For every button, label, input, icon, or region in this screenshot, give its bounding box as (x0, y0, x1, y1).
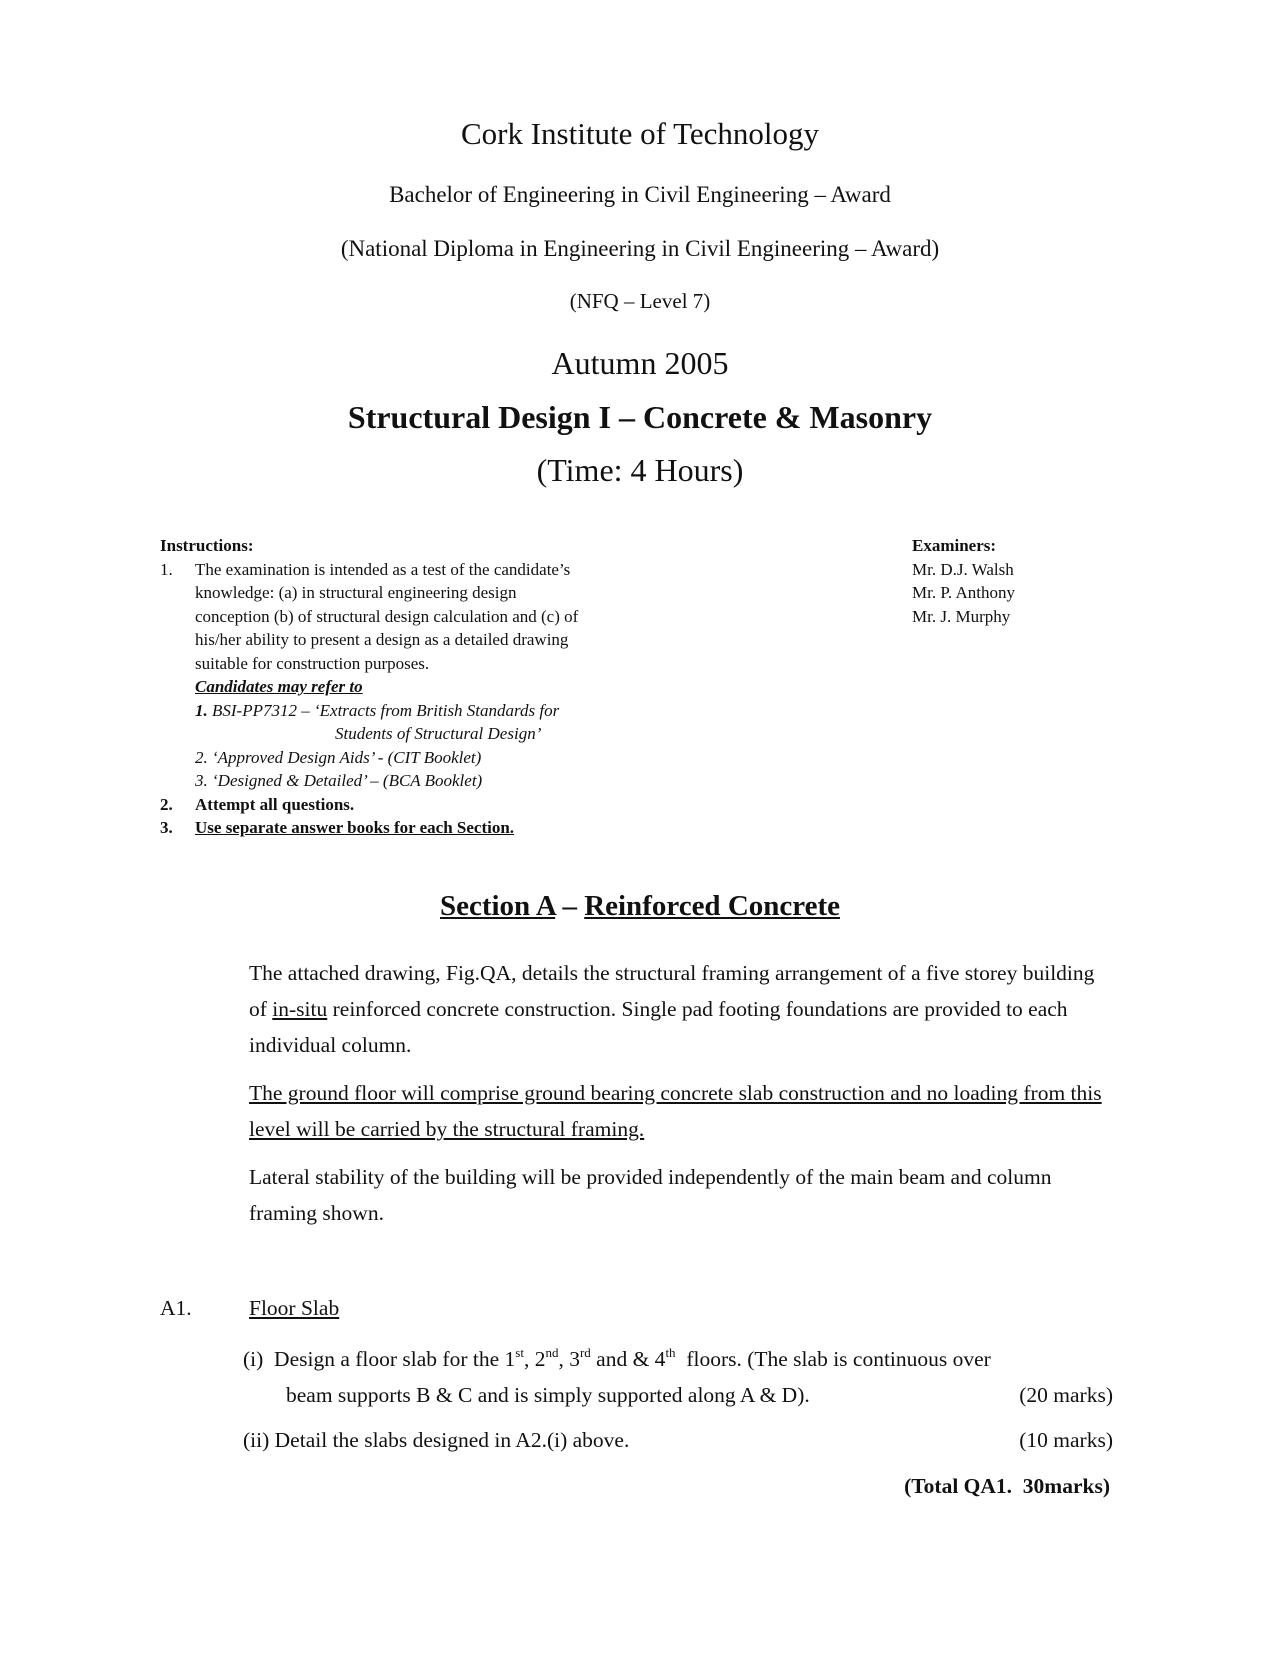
reference-number: 1. (195, 700, 208, 720)
part-text: floors. (The slab is continuous over (675, 1347, 991, 1371)
examiners-heading: Examiners: (912, 536, 997, 555)
exam-duration: (Time: 4 Hours) (536, 452, 744, 488)
examiner-name: Mr. D.J. Walsh (912, 559, 1014, 579)
part-label: (i) (243, 1347, 264, 1371)
instruction-number: 1. (160, 559, 173, 579)
section-title: Reinforced Concrete (584, 890, 841, 922)
examiner-name: Mr. P. Anthony (912, 583, 1015, 602)
question-number: A1. (160, 1296, 192, 1320)
instruction-line: his/her ability to present a design as a detailed drawing (195, 630, 569, 649)
marks-label: (10 marks) (1019, 1428, 1113, 1452)
question-part-i (243, 1341, 1113, 1413)
instruction-line: suitable for construction purposes. (195, 653, 430, 673)
reference-number: 2. (195, 747, 208, 767)
intro-text: reinforced concrete construction. Single pad footing foundations are provided to each individual column. (249, 997, 1068, 1057)
instruction-line: conception (b) of structural design calculation and (c) of (195, 606, 579, 626)
ordinal-suffix: st (515, 1345, 524, 1360)
instruction-number: 2. (160, 794, 173, 814)
question-total: (Total QA1. 30marks) (904, 1474, 1110, 1498)
reference-item (195, 746, 578, 770)
instruction-text: Attempt all questions. (195, 794, 355, 814)
instruction-line: knowledge: (a) in structural engineering design (195, 583, 517, 602)
examiner-name: Mr. J. Murphy (912, 606, 1011, 626)
section-heading (0, 890, 1280, 923)
marks-label: (20 marks) (1019, 1383, 1113, 1407)
part-text: , 2 (523, 1347, 546, 1371)
instruction-item (160, 793, 680, 817)
ordinal-suffix: nd (545, 1345, 559, 1360)
nfq-level: (NFQ – Level 7) (569, 289, 711, 313)
instruction-line: The examination is intended as a test of the candidate’s (195, 559, 571, 579)
intro-paragraph (249, 955, 1109, 1063)
in-situ-term: in-situ (272, 997, 328, 1021)
ordinal-suffix: rd (579, 1345, 591, 1360)
question-part-line (243, 1341, 1113, 1377)
ground-floor-note: The ground floor will comprise ground bearing concrete slab construction and no loading from this level will be carried by the structural framing. (249, 1081, 1102, 1141)
instructions-heading: Instructions: (160, 536, 254, 555)
section-label: Section A (439, 890, 556, 922)
part-text: and & 4 (590, 1347, 666, 1371)
part-text: beam supports B & C and is simply supported along A & D). (286, 1383, 810, 1407)
refer-heading: Candidates may refer to (195, 677, 363, 696)
examiners-block (912, 534, 1132, 628)
instruction-item (160, 816, 680, 840)
instruction-item (160, 558, 680, 793)
ordinal-suffix: th (665, 1345, 676, 1360)
part-text: Design a floor slab for the 1 (274, 1347, 516, 1371)
section-dash: – (555, 890, 585, 922)
reference-text: ‘Designed & Detailed’ – (BCA Booklet) (212, 771, 483, 790)
reference-number: 3. (195, 771, 208, 790)
reference-item (195, 699, 578, 723)
question-part-line (243, 1377, 1113, 1413)
question-part-line (243, 1422, 1113, 1458)
programme-title: Bachelor of Engineering in Civil Engineering – Award (389, 182, 891, 207)
instructions-block (160, 534, 680, 840)
instruction-text: Use separate answer books for each Section. (195, 818, 515, 837)
institution-title: Cork Institute of Technology (460, 116, 819, 151)
reference-continuation: Students of Structural Design’ (335, 724, 542, 743)
question-title: Floor Slab (249, 1296, 340, 1320)
instruction-number: 3. (160, 818, 173, 837)
reference-text: BSI-PP7312 – ‘Extracts from British Standards for (212, 700, 560, 720)
part-text: Detail the slabs designed in A2.(i) above. (274, 1428, 630, 1452)
exam-session: Autumn 2005 (551, 345, 729, 381)
question-part-ii (243, 1422, 1113, 1458)
reference-item (195, 769, 578, 793)
part-label: (ii) (243, 1428, 270, 1452)
intro-text: The attached drawing, Fig.QA, details the structural framing arrangement of a five storey building of (249, 961, 1095, 1021)
stability-note: Lateral stability of the building will be provided independently of the main beam and column framing shown. (249, 1165, 1052, 1225)
reference-text: ‘Approved Design Aids’ - (CIT Booklet) (212, 747, 482, 767)
course-title: Structural Design I – Concrete & Masonry (347, 399, 933, 435)
part-text: , 3 (558, 1347, 580, 1371)
programme-alt-title: (National Diploma in Engineering in Civil Engineering – Award) (340, 236, 940, 261)
